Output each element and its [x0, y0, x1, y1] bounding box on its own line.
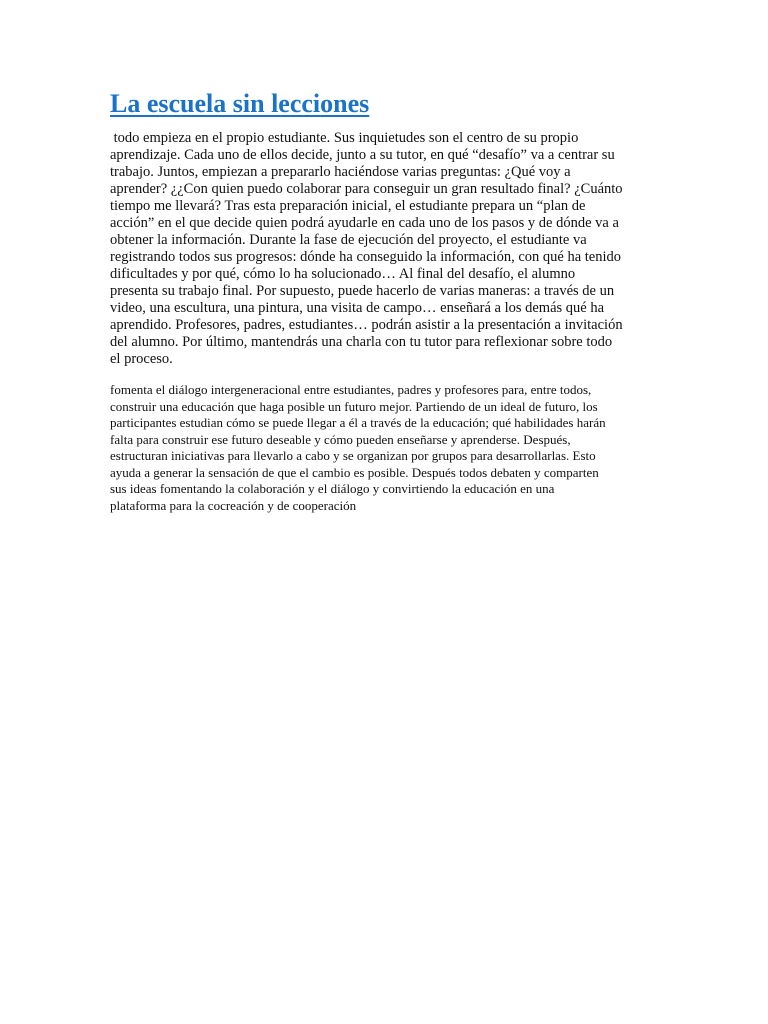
document-page: [110, 86, 660, 514]
paragraph-intergenerational-dialogue: fomenta el diálogo intergeneracional entre estudiantes, padres y profesores para, entre todos, construir una educación que haga posible un futuro mejor. Partiendo de un ideal de futuro, los participantes estudian cómo se puede llegar a él a través de la educación; qué habilidades harán falta para construir ese futuro deseable y cómo pueden enseñarse y aprenderse. Después, estructuran iniciativas para llevarlo a cabo y se organizan por grupos para desarrollarlas. Esto ayuda a generar la sensación de que el cambio es posible. Después todos debaten y comparten sus ideas fomentando la colaboración y el diálogo y convirtiendo la educación en una plataforma para la cocreación y de cooperación: [110, 382, 606, 513]
paragraph-student-challenge: todo empieza en el propio estudiante. Sus inquietudes son el centro de su propio aprendizaje. Cada uno de ellos decide, junto a su tutor, en qué “desafío” va a centrar su trabajo. Juntos, empiezan a prepararlo haciéndose varias preguntas: ¿Qué voy a aprender? ¿¿Con quien puedo colaborar para conseguir un gran resultado final? ¿Cuánto tiempo me llevará? Tras esta preparación inicial, el estudiante prepara un “plan de acción” en el que decide quien podrá ayudarle en cada uno de los pasos y de dónde va a obtener la información. Durante la fase de ejecución del proyecto, el estudiante va registrando todos sus progresos: dónde ha conseguido la información, con qué ha tenido dificultades y por qué, cómo lo ha solucionado… Al final del desafío, el alumno presenta su trabajo final. Por supuesto, puede hacerlo de varias maneras: a través de un video, una escultura, una pintura, una visita de campo… enseñará a los demás qué ha aprendido. Profesores, padres, estudiantes… podrán asistir a la presentación a invitación del alumno. Por último, mantendrás una charla con tu tutor para reflexionar sobre todo el proceso.: [110, 130, 623, 367]
document-title: La escuela sin lecciones: [110, 89, 370, 118]
